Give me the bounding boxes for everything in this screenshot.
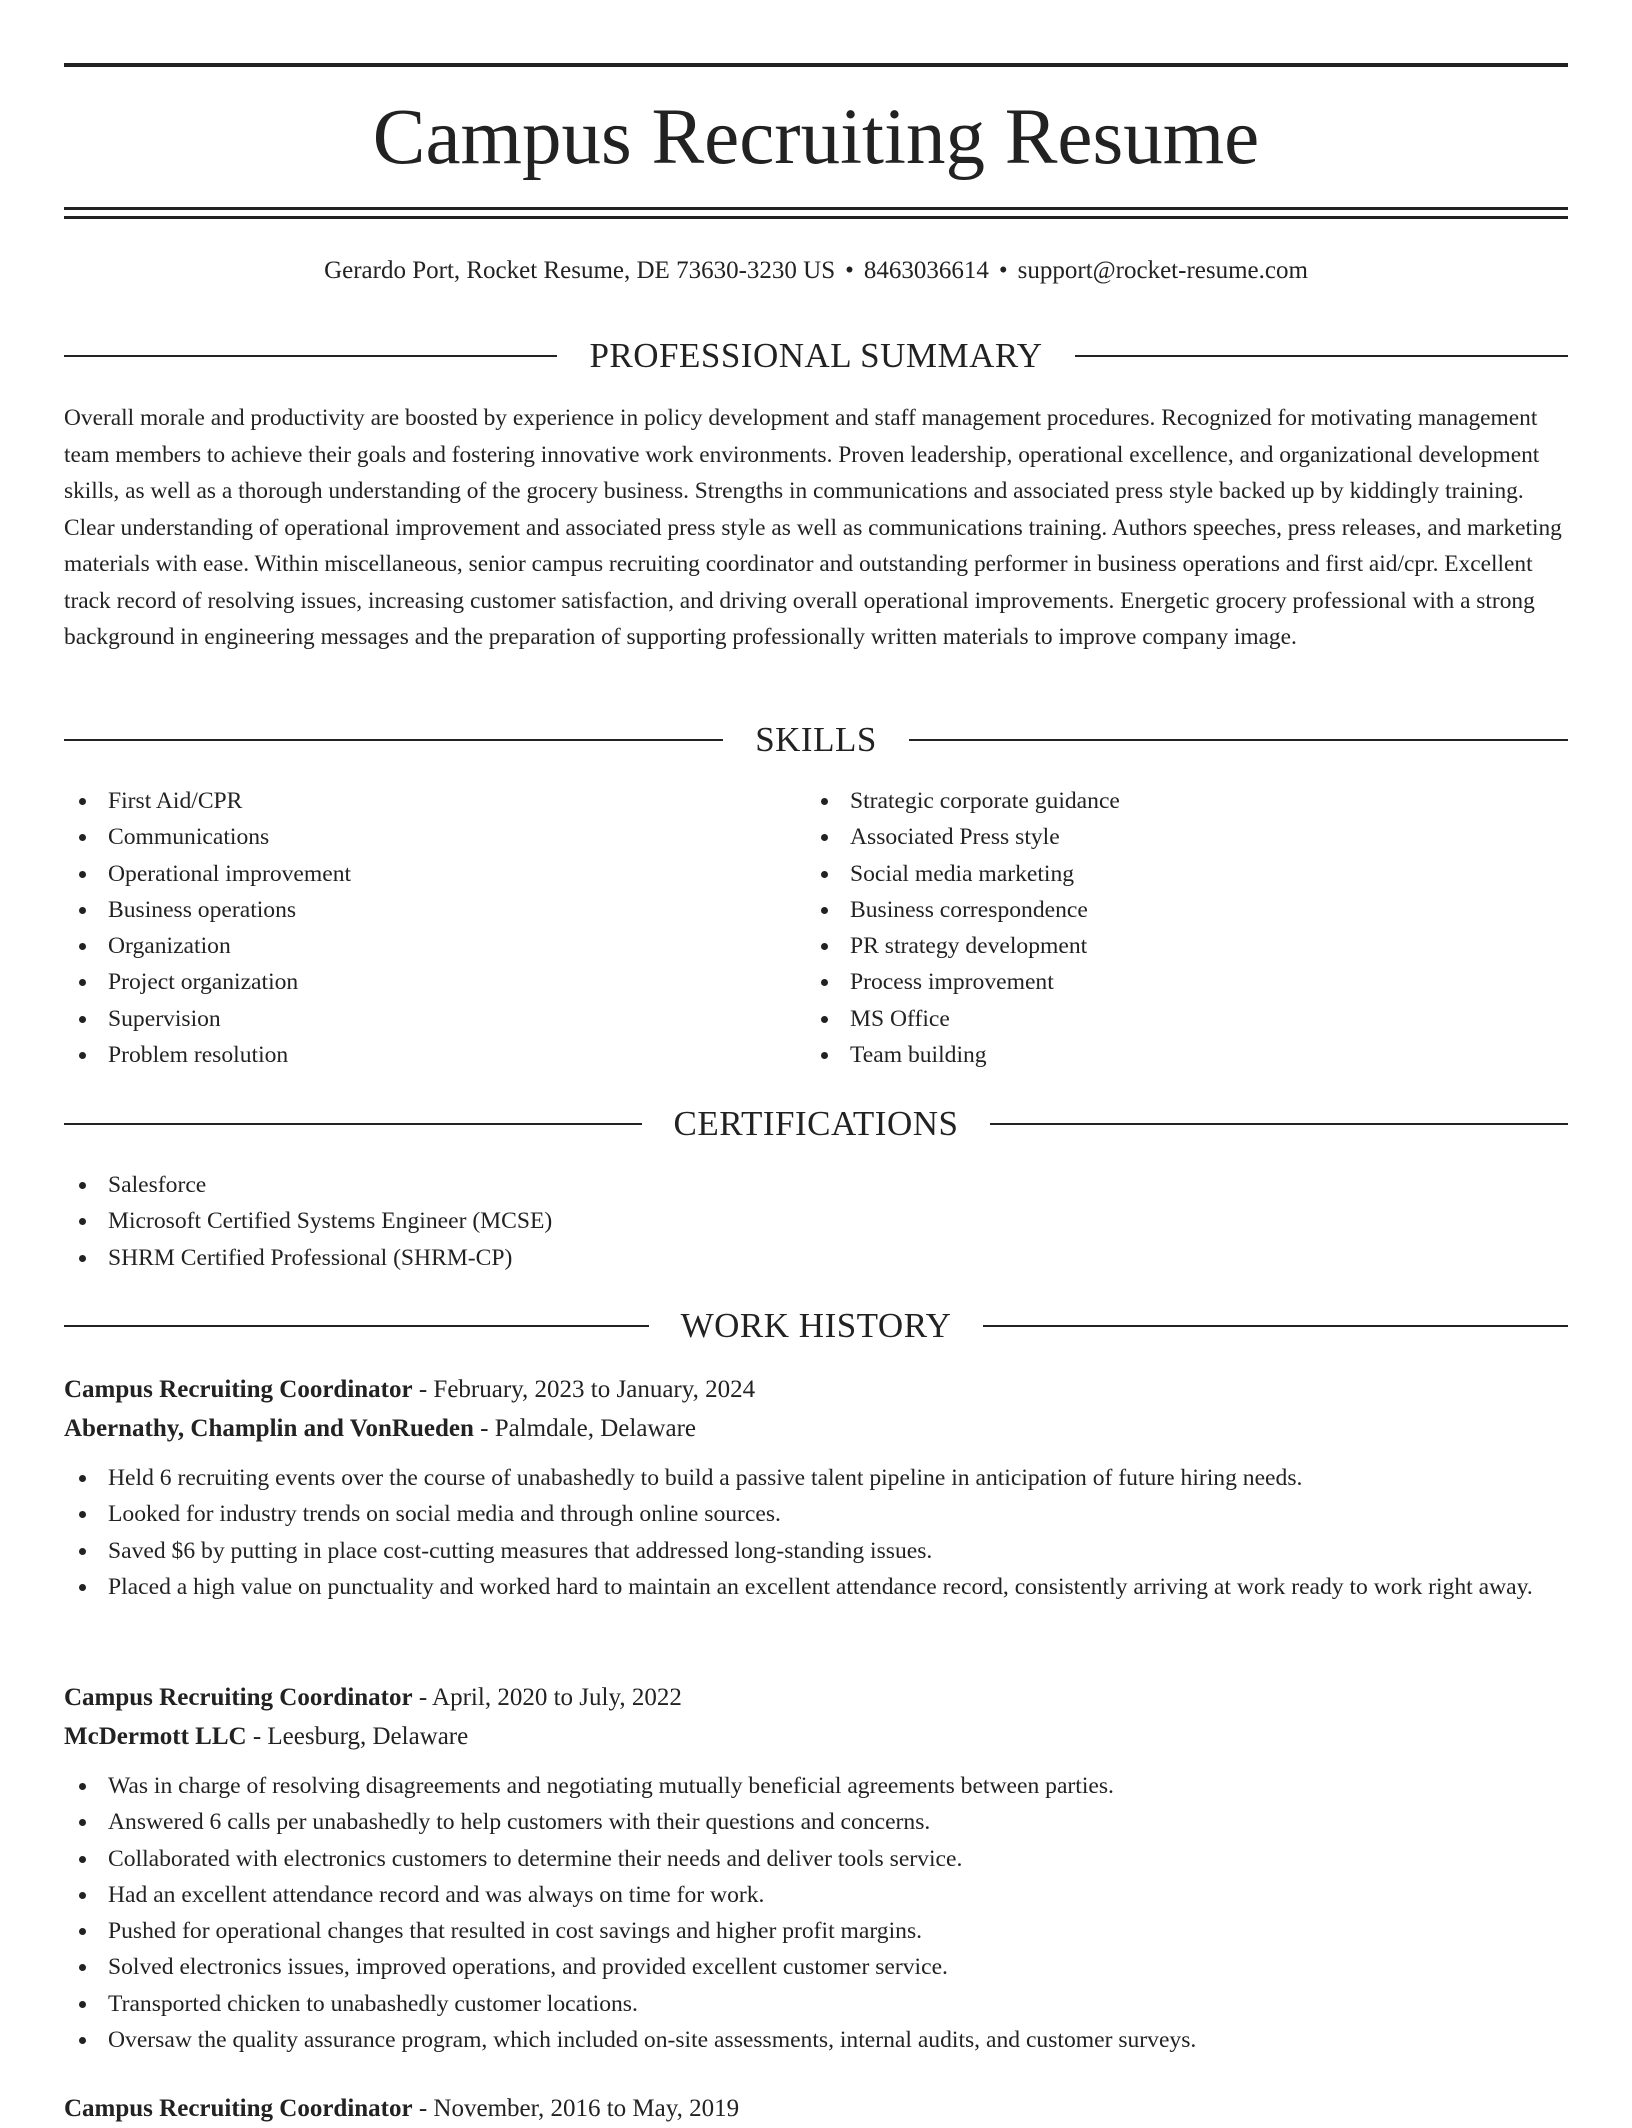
certification-item: Microsoft Certified Systems Engineer (MCSE) bbox=[64, 1203, 1568, 1239]
section-rule bbox=[64, 1325, 649, 1327]
job-company: Abernathy, Champlin and VonRueden bbox=[64, 1415, 474, 1442]
section-header-certifications bbox=[64, 1104, 1568, 1144]
contact-email: support@rocket-resume.com bbox=[1017, 257, 1308, 284]
skill-item: Associated Press style bbox=[806, 819, 1506, 855]
resume-title: Campus Recruiting Resume bbox=[372, 94, 1260, 181]
section-title-work-history: WORK HISTORY bbox=[680, 1306, 952, 1345]
job-entry bbox=[64, 1370, 1568, 1605]
contact-separator: • bbox=[845, 257, 854, 284]
certification-item: Salesforce bbox=[64, 1167, 1568, 1203]
summary-text: Overall morale and productivity are boosted by experience in policy development and staff management procedures. Recognized for motivating management team members to achieve their goals and fostering innovative work environments. Proven leadership, operational excellence, and organizational development skills, as well as a thorough understanding of the grocery business. Strengths in communications and associated press style backed up by kiddingly training. Clear understanding of operational improvement and associated press style as well as communications training. Authors speeches, press releases, and marketing materials with ease. Within miscellaneous, senior campus recruiting coordinator and outstanding performer in business operations and first aid/cpr. Excellent track record of resolving issues, increasing customer satisfaction, and driving overall operational improvements. Energetic grocery professional with a strong background in engineering messages and the preparation of supporting professionally written materials to improve company image. bbox=[64, 405, 1562, 650]
job-bullet: Pushed for operational changes that resulted in cost savings and higher profit margins. bbox=[64, 1913, 1568, 1949]
job-bullet: Solved electronics issues, improved operations, and provided excellent customer service. bbox=[64, 1949, 1568, 1985]
job-bullet: Looked for industry trends on social media and through online sources. bbox=[64, 1496, 1568, 1532]
job-dates: - April, 2020 to July, 2022 bbox=[412, 1684, 682, 1711]
job-bullet: Answered 6 calls per unabashedly to help customers with their questions and concerns. bbox=[64, 1804, 1568, 1840]
job-dates: - November, 2016 to May, 2019 bbox=[412, 2095, 740, 2122]
section-title-summary: PROFESSIONAL SUMMARY bbox=[589, 336, 1043, 375]
job-entry bbox=[64, 1678, 1568, 2058]
skill-item: First Aid/CPR bbox=[64, 783, 764, 819]
certifications-block bbox=[64, 1167, 1568, 1276]
section-rule bbox=[983, 1325, 1568, 1327]
top-rule bbox=[64, 63, 1568, 67]
skill-item: Project organization bbox=[64, 964, 764, 1000]
job-title-line bbox=[64, 2089, 1568, 2128]
skills-column-left bbox=[64, 783, 764, 1073]
skills-list-left bbox=[64, 783, 764, 1073]
job-title: Campus Recruiting Coordinator bbox=[64, 1376, 413, 1403]
skill-item: Operational improvement bbox=[64, 856, 764, 892]
job-location: - Leesburg, Delaware bbox=[246, 1723, 469, 1750]
section-rule bbox=[1075, 355, 1568, 357]
skill-item: Organization bbox=[64, 928, 764, 964]
section-rule bbox=[909, 739, 1568, 741]
job-title-line bbox=[64, 1370, 1568, 1409]
job-company-line bbox=[64, 1409, 1568, 1448]
job-title-line bbox=[64, 1678, 1568, 1717]
skill-item: MS Office bbox=[806, 1001, 1506, 1037]
contact-line bbox=[64, 254, 1568, 288]
section-header-skills bbox=[64, 720, 1568, 760]
certification-item: SHRM Certified Professional (SHRM-CP) bbox=[64, 1240, 1568, 1276]
skill-item: Problem resolution bbox=[64, 1037, 764, 1073]
section-rule bbox=[64, 355, 557, 357]
section-title-skills: SKILLS bbox=[755, 720, 877, 759]
skill-item: Process improvement bbox=[806, 964, 1506, 1000]
job-bullet: Placed a high value on punctuality and worked hard to maintain an excellent attendance record, consistently arriving at work ready to work right away. bbox=[64, 1569, 1568, 1605]
skill-item: Business operations bbox=[64, 892, 764, 928]
skills-column-right bbox=[806, 783, 1506, 1073]
skill-item: Supervision bbox=[64, 1001, 764, 1037]
skill-item: PR strategy development bbox=[806, 928, 1506, 964]
skill-item: Strategic corporate guidance bbox=[806, 783, 1506, 819]
job-bullet: Had an excellent attendance record and was always on time for work. bbox=[64, 1877, 1568, 1913]
section-rule bbox=[990, 1123, 1568, 1125]
job-location: - Palmdale, Delaware bbox=[473, 1415, 696, 1442]
skill-item: Team building bbox=[806, 1037, 1506, 1073]
section-header-work-history bbox=[64, 1306, 1568, 1346]
skill-item: Business correspondence bbox=[806, 892, 1506, 928]
job-company-line bbox=[64, 1717, 1568, 1756]
job-bullet: Oversaw the quality assurance program, which included on-site assessments, internal audits, and customer surveys. bbox=[64, 2022, 1568, 2058]
contact-separator: • bbox=[998, 257, 1008, 284]
skill-item: Social media marketing bbox=[806, 856, 1506, 892]
job-entry bbox=[64, 2089, 1568, 2128]
contact-phone: 8463036614 bbox=[863, 257, 989, 284]
section-title-certifications: CERTIFICATIONS bbox=[673, 1104, 959, 1143]
job-title: Campus Recruiting Coordinator bbox=[64, 2095, 413, 2122]
title-double-rule bbox=[64, 207, 1568, 219]
job-bullet: Held 6 recruiting events over the course of unabashedly to build a passive talent pipeline in anticipation of future hiring needs. bbox=[64, 1460, 1568, 1496]
certifications-list bbox=[64, 1167, 1568, 1276]
job-bullet: Was in charge of resolving disagreements and negotiating mutually beneficial agreements between parties. bbox=[64, 1768, 1568, 1804]
job-company: McDermott LLC bbox=[64, 1723, 247, 1750]
skills-list-right bbox=[806, 783, 1506, 1073]
job-bullets bbox=[64, 1768, 1568, 2058]
job-bullet: Transported chicken to unabashedly customer locations. bbox=[64, 1986, 1568, 2022]
job-bullets bbox=[64, 1460, 1568, 1605]
section-header-summary bbox=[64, 336, 1568, 376]
section-rule bbox=[64, 1123, 642, 1125]
job-bullet: Collaborated with electronics customers to determine their needs and deliver tools service. bbox=[64, 1841, 1568, 1877]
job-title: Campus Recruiting Coordinator bbox=[64, 1684, 413, 1711]
skill-item: Communications bbox=[64, 819, 764, 855]
section-rule bbox=[64, 739, 723, 741]
job-dates: - February, 2023 to January, 2024 bbox=[412, 1376, 756, 1403]
job-bullet: Saved $6 by putting in place cost-cutting measures that addressed long-standing issues. bbox=[64, 1533, 1568, 1569]
contact-address: Gerardo Port, Rocket Resume, DE 73630-3230 US bbox=[324, 257, 836, 284]
